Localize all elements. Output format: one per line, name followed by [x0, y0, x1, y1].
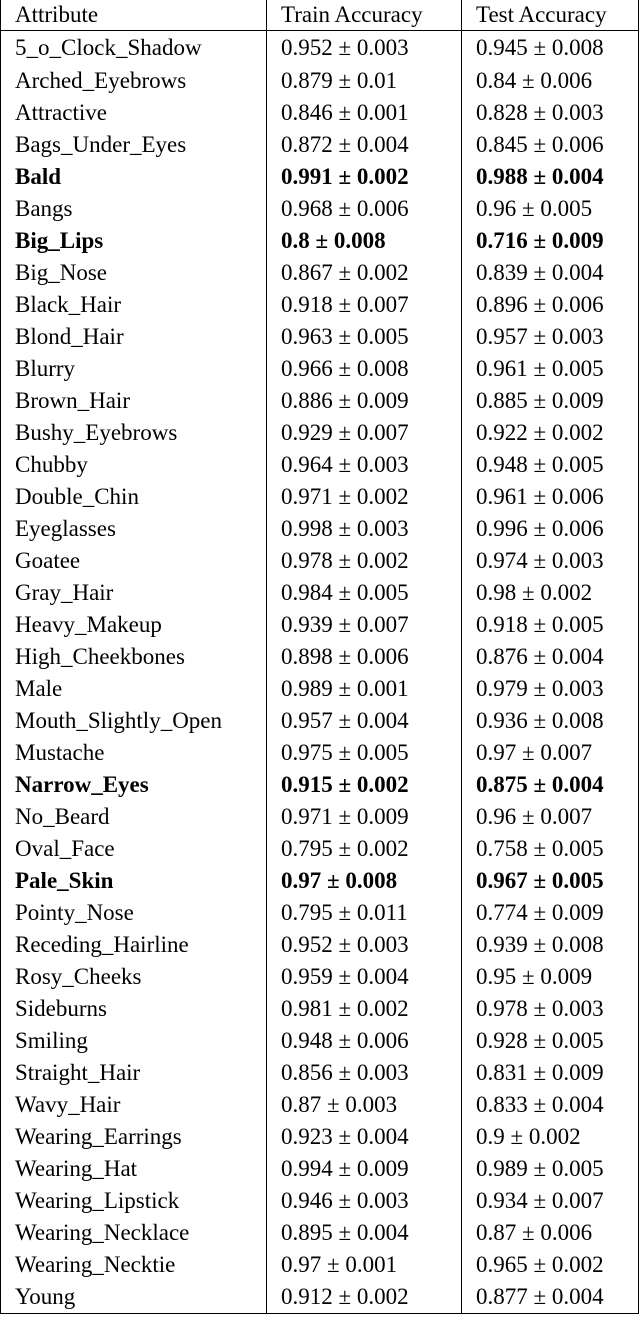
attribute-cell: Chubby — [15, 452, 88, 477]
train-accuracy-cell: 0.964 ± 0.003 — [267, 449, 462, 481]
attribute-cell: Big_Lips — [15, 228, 104, 253]
attribute-cell: Receding_Hairline — [15, 932, 189, 957]
table-row — [1, 1153, 639, 1185]
train-accuracy-cell: 0.998 ± 0.003 — [267, 513, 462, 545]
train-accuracy-cell: 0.918 ± 0.007 — [267, 289, 462, 321]
test-accuracy-cell: 0.918 ± 0.005 — [462, 609, 639, 641]
header-row — [1, 0, 639, 31]
test-accuracy-cell: 0.939 ± 0.008 — [462, 929, 639, 961]
table-row — [1, 97, 639, 129]
header-train-accuracy: Train Accuracy — [267, 0, 462, 31]
table-row — [1, 833, 639, 865]
attribute-cell: Wearing_Necktie — [15, 1252, 176, 1277]
attribute-cell: Wearing_Lipstick — [15, 1188, 180, 1213]
table-row — [1, 31, 639, 66]
train-accuracy-cell: 0.963 ± 0.005 — [267, 321, 462, 353]
train-accuracy-cell: 0.846 ± 0.001 — [267, 97, 462, 129]
test-accuracy-cell: 0.95 ± 0.009 — [462, 961, 639, 993]
train-accuracy-cell: 0.991 ± 0.002 — [267, 161, 462, 193]
train-accuracy-cell: 0.795 ± 0.011 — [267, 897, 462, 929]
attribute-cell: Narrow_Eyes — [15, 772, 149, 797]
test-accuracy-cell: 0.87 ± 0.006 — [462, 1217, 639, 1249]
attribute-cell: Attractive — [15, 100, 107, 125]
table-row — [1, 609, 639, 641]
train-accuracy-cell: 0.971 ± 0.002 — [267, 481, 462, 513]
header-attribute: Attribute — [1, 0, 267, 31]
attribute-cell: Blurry — [15, 356, 76, 381]
attribute-cell: Wavy_Hair — [15, 1092, 121, 1117]
table-row — [1, 1121, 639, 1153]
table-body — [1, 31, 639, 1314]
attribute-cell: Bushy_Eyebrows — [15, 420, 178, 445]
attribute-cell: Heavy_Makeup — [15, 612, 162, 637]
attribute-cell: 5_o_Clock_Shadow — [15, 35, 202, 60]
train-accuracy-cell: 0.948 ± 0.006 — [267, 1025, 462, 1057]
test-accuracy-cell: 0.948 ± 0.005 — [462, 449, 639, 481]
table-row — [1, 705, 639, 737]
train-accuracy-cell: 0.984 ± 0.005 — [267, 577, 462, 609]
test-accuracy-cell: 0.885 ± 0.009 — [462, 385, 639, 417]
test-accuracy-cell: 0.945 ± 0.008 — [462, 31, 639, 66]
train-accuracy-cell: 0.978 ± 0.002 — [267, 545, 462, 577]
attribute-cell: Bags_Under_Eyes — [15, 132, 187, 157]
test-accuracy-cell: 0.877 ± 0.004 — [462, 1281, 639, 1314]
table-row — [1, 993, 639, 1025]
table-row — [1, 417, 639, 449]
test-accuracy-cell: 0.9 ± 0.002 — [462, 1121, 639, 1153]
train-accuracy-cell: 0.879 ± 0.01 — [267, 65, 462, 97]
train-accuracy-cell: 0.975 ± 0.005 — [267, 737, 462, 769]
test-accuracy-cell: 0.875 ± 0.004 — [462, 769, 639, 801]
attribute-cell: Wearing_Necklace — [15, 1220, 190, 1245]
train-accuracy-cell: 0.97 ± 0.001 — [267, 1249, 462, 1281]
train-accuracy-cell: 0.952 ± 0.003 — [267, 31, 462, 66]
table-row — [1, 65, 639, 97]
attribute-cell: Mouth_Slightly_Open — [15, 708, 223, 733]
train-accuracy-cell: 0.898 ± 0.006 — [267, 641, 462, 673]
table-row — [1, 1249, 639, 1281]
header-test-accuracy: Test Accuracy — [462, 0, 639, 31]
test-accuracy-cell: 0.961 ± 0.005 — [462, 353, 639, 385]
test-accuracy-cell: 0.96 ± 0.005 — [462, 193, 639, 225]
test-accuracy-cell: 0.833 ± 0.004 — [462, 1089, 639, 1121]
test-accuracy-cell: 0.758 ± 0.005 — [462, 833, 639, 865]
table-row — [1, 161, 639, 193]
train-accuracy-cell: 0.946 ± 0.003 — [267, 1185, 462, 1217]
attribute-cell: Arched_Eyebrows — [15, 68, 187, 93]
train-accuracy-cell: 0.867 ± 0.002 — [267, 257, 462, 289]
attribute-cell: Pale_Skin — [15, 868, 114, 893]
train-accuracy-cell: 0.886 ± 0.009 — [267, 385, 462, 417]
test-accuracy-cell: 0.928 ± 0.005 — [462, 1025, 639, 1057]
table-row — [1, 1185, 639, 1217]
train-accuracy-cell: 0.968 ± 0.006 — [267, 193, 462, 225]
train-accuracy-cell: 0.989 ± 0.001 — [267, 673, 462, 705]
test-accuracy-cell: 0.876 ± 0.004 — [462, 641, 639, 673]
table-row — [1, 1217, 639, 1249]
table-row — [1, 929, 639, 961]
test-accuracy-cell: 0.774 ± 0.009 — [462, 897, 639, 929]
attribute-cell: Double_Chin — [15, 484, 139, 509]
train-accuracy-cell: 0.957 ± 0.004 — [267, 705, 462, 737]
test-accuracy-cell: 0.957 ± 0.003 — [462, 321, 639, 353]
table-row — [1, 481, 639, 513]
table-row — [1, 1089, 639, 1121]
test-accuracy-cell: 0.978 ± 0.003 — [462, 993, 639, 1025]
table-row — [1, 1281, 639, 1314]
test-accuracy-cell: 0.989 ± 0.005 — [462, 1153, 639, 1185]
table-row — [1, 769, 639, 801]
attribute-cell: Oval_Face — [15, 836, 115, 861]
table-row — [1, 641, 639, 673]
table-row — [1, 1057, 639, 1089]
table-row — [1, 225, 639, 257]
test-accuracy-cell: 0.839 ± 0.004 — [462, 257, 639, 289]
attribute-cell: Eyeglasses — [15, 516, 116, 541]
table-row — [1, 513, 639, 545]
train-accuracy-cell: 0.87 ± 0.003 — [267, 1089, 462, 1121]
table-row — [1, 961, 639, 993]
table-row — [1, 321, 639, 353]
attribute-cell: High_Cheekbones — [15, 644, 185, 669]
table-row — [1, 865, 639, 897]
attribute-cell: Bangs — [15, 196, 73, 221]
test-accuracy-cell: 0.967 ± 0.005 — [462, 865, 639, 897]
attribute-cell: Smiling — [15, 1028, 88, 1053]
attribute-cell: Wearing_Hat — [15, 1156, 138, 1181]
train-accuracy-cell: 0.895 ± 0.004 — [267, 1217, 462, 1249]
table-row — [1, 385, 639, 417]
train-accuracy-cell: 0.8 ± 0.008 — [267, 225, 462, 257]
train-accuracy-cell: 0.795 ± 0.002 — [267, 833, 462, 865]
table-row — [1, 257, 639, 289]
test-accuracy-cell: 0.961 ± 0.006 — [462, 481, 639, 513]
attribute-cell: Sideburns — [15, 996, 107, 1021]
attribute-cell: Brown_Hair — [15, 388, 130, 413]
test-accuracy-cell: 0.716 ± 0.009 — [462, 225, 639, 257]
train-accuracy-cell: 0.872 ± 0.004 — [267, 129, 462, 161]
table-row — [1, 449, 639, 481]
table-row — [1, 673, 639, 705]
attribute-cell: No_Beard — [15, 804, 110, 829]
train-accuracy-cell: 0.856 ± 0.003 — [267, 1057, 462, 1089]
attribute-cell: Pointy_Nose — [15, 900, 134, 925]
attribute-cell: Blond_Hair — [15, 324, 124, 349]
table-row — [1, 1025, 639, 1057]
table-header — [1, 0, 639, 31]
attribute-cell: Rosy_Cheeks — [15, 964, 142, 989]
train-accuracy-cell: 0.915 ± 0.002 — [267, 769, 462, 801]
train-accuracy-cell: 0.966 ± 0.008 — [267, 353, 462, 385]
attribute-cell: Big_Nose — [15, 260, 107, 285]
train-accuracy-cell: 0.923 ± 0.004 — [267, 1121, 462, 1153]
train-accuracy-cell: 0.971 ± 0.009 — [267, 801, 462, 833]
train-accuracy-cell: 0.97 ± 0.008 — [267, 865, 462, 897]
test-accuracy-cell: 0.98 ± 0.002 — [462, 577, 639, 609]
test-accuracy-cell: 0.97 ± 0.007 — [462, 737, 639, 769]
table-row — [1, 289, 639, 321]
test-accuracy-cell: 0.96 ± 0.007 — [462, 801, 639, 833]
table-row — [1, 801, 639, 833]
test-accuracy-cell: 0.996 ± 0.006 — [462, 513, 639, 545]
attribute-cell: Goatee — [15, 548, 81, 573]
table-row — [1, 577, 639, 609]
attribute-cell: Black_Hair — [15, 292, 122, 317]
attribute-cell: Bald — [15, 164, 62, 189]
attribute-cell: Straight_Hair — [15, 1060, 141, 1085]
test-accuracy-cell: 0.965 ± 0.002 — [462, 1249, 639, 1281]
attribute-cell: Young — [15, 1284, 76, 1309]
table-row — [1, 129, 639, 161]
test-accuracy-cell: 0.84 ± 0.006 — [462, 65, 639, 97]
table-row — [1, 545, 639, 577]
table-row — [1, 193, 639, 225]
attribute-cell: Wearing_Earrings — [15, 1124, 182, 1149]
test-accuracy-cell: 0.974 ± 0.003 — [462, 545, 639, 577]
attribute-cell: Mustache — [15, 740, 105, 765]
test-accuracy-cell: 0.934 ± 0.007 — [462, 1185, 639, 1217]
test-accuracy-cell: 0.988 ± 0.004 — [462, 161, 639, 193]
test-accuracy-cell: 0.896 ± 0.006 — [462, 289, 639, 321]
train-accuracy-cell: 0.981 ± 0.002 — [267, 993, 462, 1025]
attribute-cell: Male — [15, 676, 63, 701]
test-accuracy-cell: 0.845 ± 0.006 — [462, 129, 639, 161]
table-row — [1, 353, 639, 385]
test-accuracy-cell: 0.936 ± 0.008 — [462, 705, 639, 737]
train-accuracy-cell: 0.994 ± 0.009 — [267, 1153, 462, 1185]
test-accuracy-cell: 0.922 ± 0.002 — [462, 417, 639, 449]
train-accuracy-cell: 0.939 ± 0.007 — [267, 609, 462, 641]
table-row — [1, 737, 639, 769]
attribute-cell: Gray_Hair — [15, 580, 114, 605]
train-accuracy-cell: 0.959 ± 0.004 — [267, 961, 462, 993]
test-accuracy-cell: 0.979 ± 0.003 — [462, 673, 639, 705]
train-accuracy-cell: 0.912 ± 0.002 — [267, 1281, 462, 1314]
test-accuracy-cell: 0.828 ± 0.003 — [462, 97, 639, 129]
train-accuracy-cell: 0.929 ± 0.007 — [267, 417, 462, 449]
table-row — [1, 897, 639, 929]
train-accuracy-cell: 0.952 ± 0.003 — [267, 929, 462, 961]
test-accuracy-cell: 0.831 ± 0.009 — [462, 1057, 639, 1089]
